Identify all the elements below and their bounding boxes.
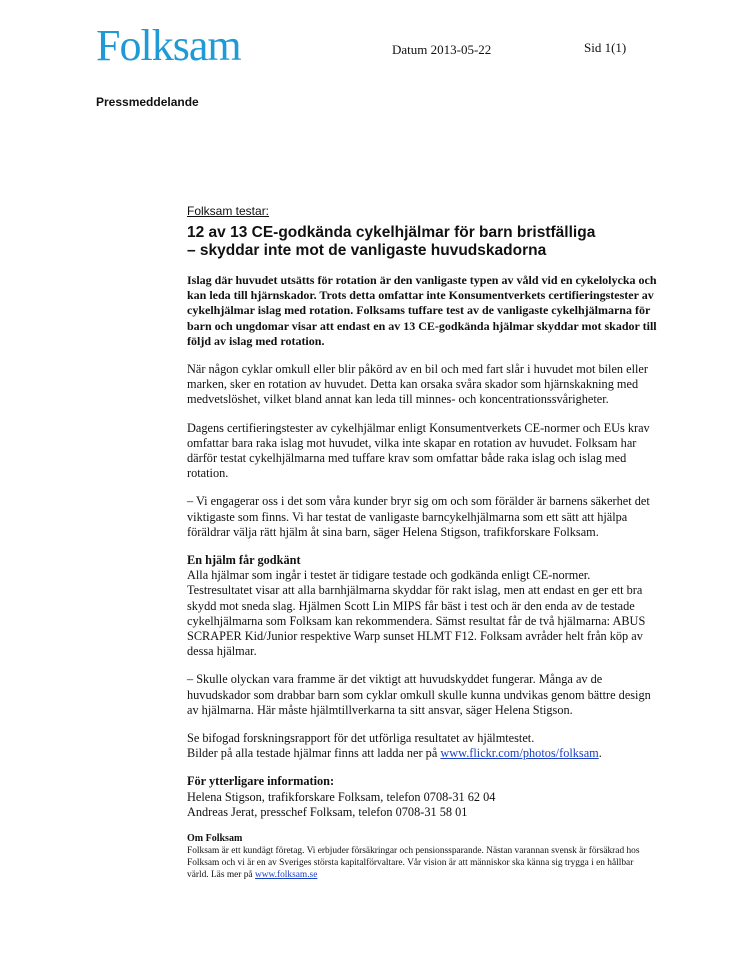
- paragraph-6: [187, 731, 657, 761]
- contact-title: För ytterligare information:: [187, 774, 335, 789]
- flickr-link[interactable]: www.flickr.com/photos/folksam: [440, 746, 599, 761]
- folksam-logo: Folksam: [96, 21, 241, 70]
- paragraph-5-quote: – Skulle olyckan vara framme är det viktigt att huvudskyddet fungerar. Många av de huvudskador som drabbar barn som cyklar omkull skulle kunna undvikas genom bättre design av hjälmarna. Här måste hjälmtillverkarna ta sitt ansvar, säger Helena Stigson.: [187, 672, 651, 717]
- images-line-end: .: [598, 746, 602, 761]
- page-number: Sid 1(1): [584, 40, 627, 55]
- images-line: Bilder på alla testade hjälmar finns att ladda ner på: [187, 746, 441, 761]
- folksam-website-link[interactable]: www.folksam.se: [254, 870, 318, 881]
- lead-paragraph: Islag där huvudet utsätts för rotation är den vanligaste typen av våld vid en cykelolycka och kan leda till hjärnskador. Trots detta omfattar inte Konsumentverkets certifieringstester av cykelhjälmar islag med rotation. Folksams tuffare test av de vanligaste cykelhjälmarna för barn och ungdomar visar att endast en av 13 CE-godkända hjälmar skyddar mot skador till följd av islag med rotation.: [187, 273, 657, 348]
- about-text: [187, 845, 657, 881]
- contact-line-2: Andreas Jerat, presschef Folksam, telefon 0708-31 58 01: [187, 804, 468, 819]
- headline-line-2: – skyddar inte mot de vanligaste huvudskadorna: [187, 242, 547, 259]
- about-title: Om Folksam: [187, 833, 243, 845]
- contact-block: [187, 774, 657, 820]
- document-type-label: Pressmeddelande: [96, 95, 199, 109]
- kicker: Folksam testar:: [187, 204, 270, 218]
- headline: [187, 224, 657, 260]
- paragraph-2: Dagens certifieringstester av cykelhjälmar enligt Konsumentverkets CE-normer och EUs krav omfattar bara raka islag mot huvudet, vilka inte skapar en rotation av huvudet. Folksam har därför testat cykelhjälmarna med tuffare krav som omfattar både raka islag och islag med rotation.: [187, 420, 650, 481]
- subheading: En hjälm får godkänt: [187, 553, 301, 568]
- report-line: Se bifogad forskningsrapport för det utförliga resultatet av hjälmtestet.: [187, 731, 535, 746]
- paragraph-4: Alla hjälmar som ingår i testet är tidigare testade och godkända enligt CE-normer. Testresultatet visar att alla barnhjälmarna skyddar för rakt islag, men att endast en ger ett bra skydd mot sneda slag. Hjälmen Scott Lin MIPS får bäst i test och är den enda av de testade cykelhjälmarna som Folksam kan rekommendera. Sämst resultat får de två hjälmarna: ABUS SCRAPER Kid/Junior respektive Warp sunset HLMT F12. Folksam avråder helt från köp av dessa hjälmar.: [187, 568, 646, 659]
- paragraph-1: När någon cyklar omkull eller blir påkörd av en bil och med fart slår i huvudet mot bilen eller marken, sker en rotation av huvudet. Detta kan orsaka svåra skador som hjärnskakning med medvetslöshet, vilket bland annat kan leda till minnes- och koncentrationssvårigheter.: [187, 362, 648, 407]
- paragraph-3-quote: – Vi engagerar oss i det som våra kunder bryr sig om och som förälder är barnens säkerhet det viktigaste som finns. Vi har testat de vanligaste barncykelhjälmarna som ett sätt att hjälpa föräldrar välja rätt hjälm åt sina barn, säger Helena Stigson, trafikforskare Folksam.: [187, 494, 650, 539]
- section-result: [187, 553, 657, 659]
- press-release-body: [187, 204, 657, 881]
- headline-line-1: 12 av 13 CE-godkända cykelhjälmar för barn bristfälliga: [187, 224, 596, 241]
- document-date: Datum 2013-05-22: [392, 42, 492, 57]
- contact-line-1: Helena Stigson, trafikforskare Folksam, telefon 0708-31 62 04: [187, 789, 496, 804]
- about-body: Folksam är ett kundägt företag. Vi erbjuder försäkringar och pensionssparande. Nästan varannan svensk är försäkrad hos Folksam och vi är en av Sveriges största kapitalförvaltare. Vår vision är att människor ska känna sig trygga i en hållbar värld. Läs mer på: [187, 846, 640, 881]
